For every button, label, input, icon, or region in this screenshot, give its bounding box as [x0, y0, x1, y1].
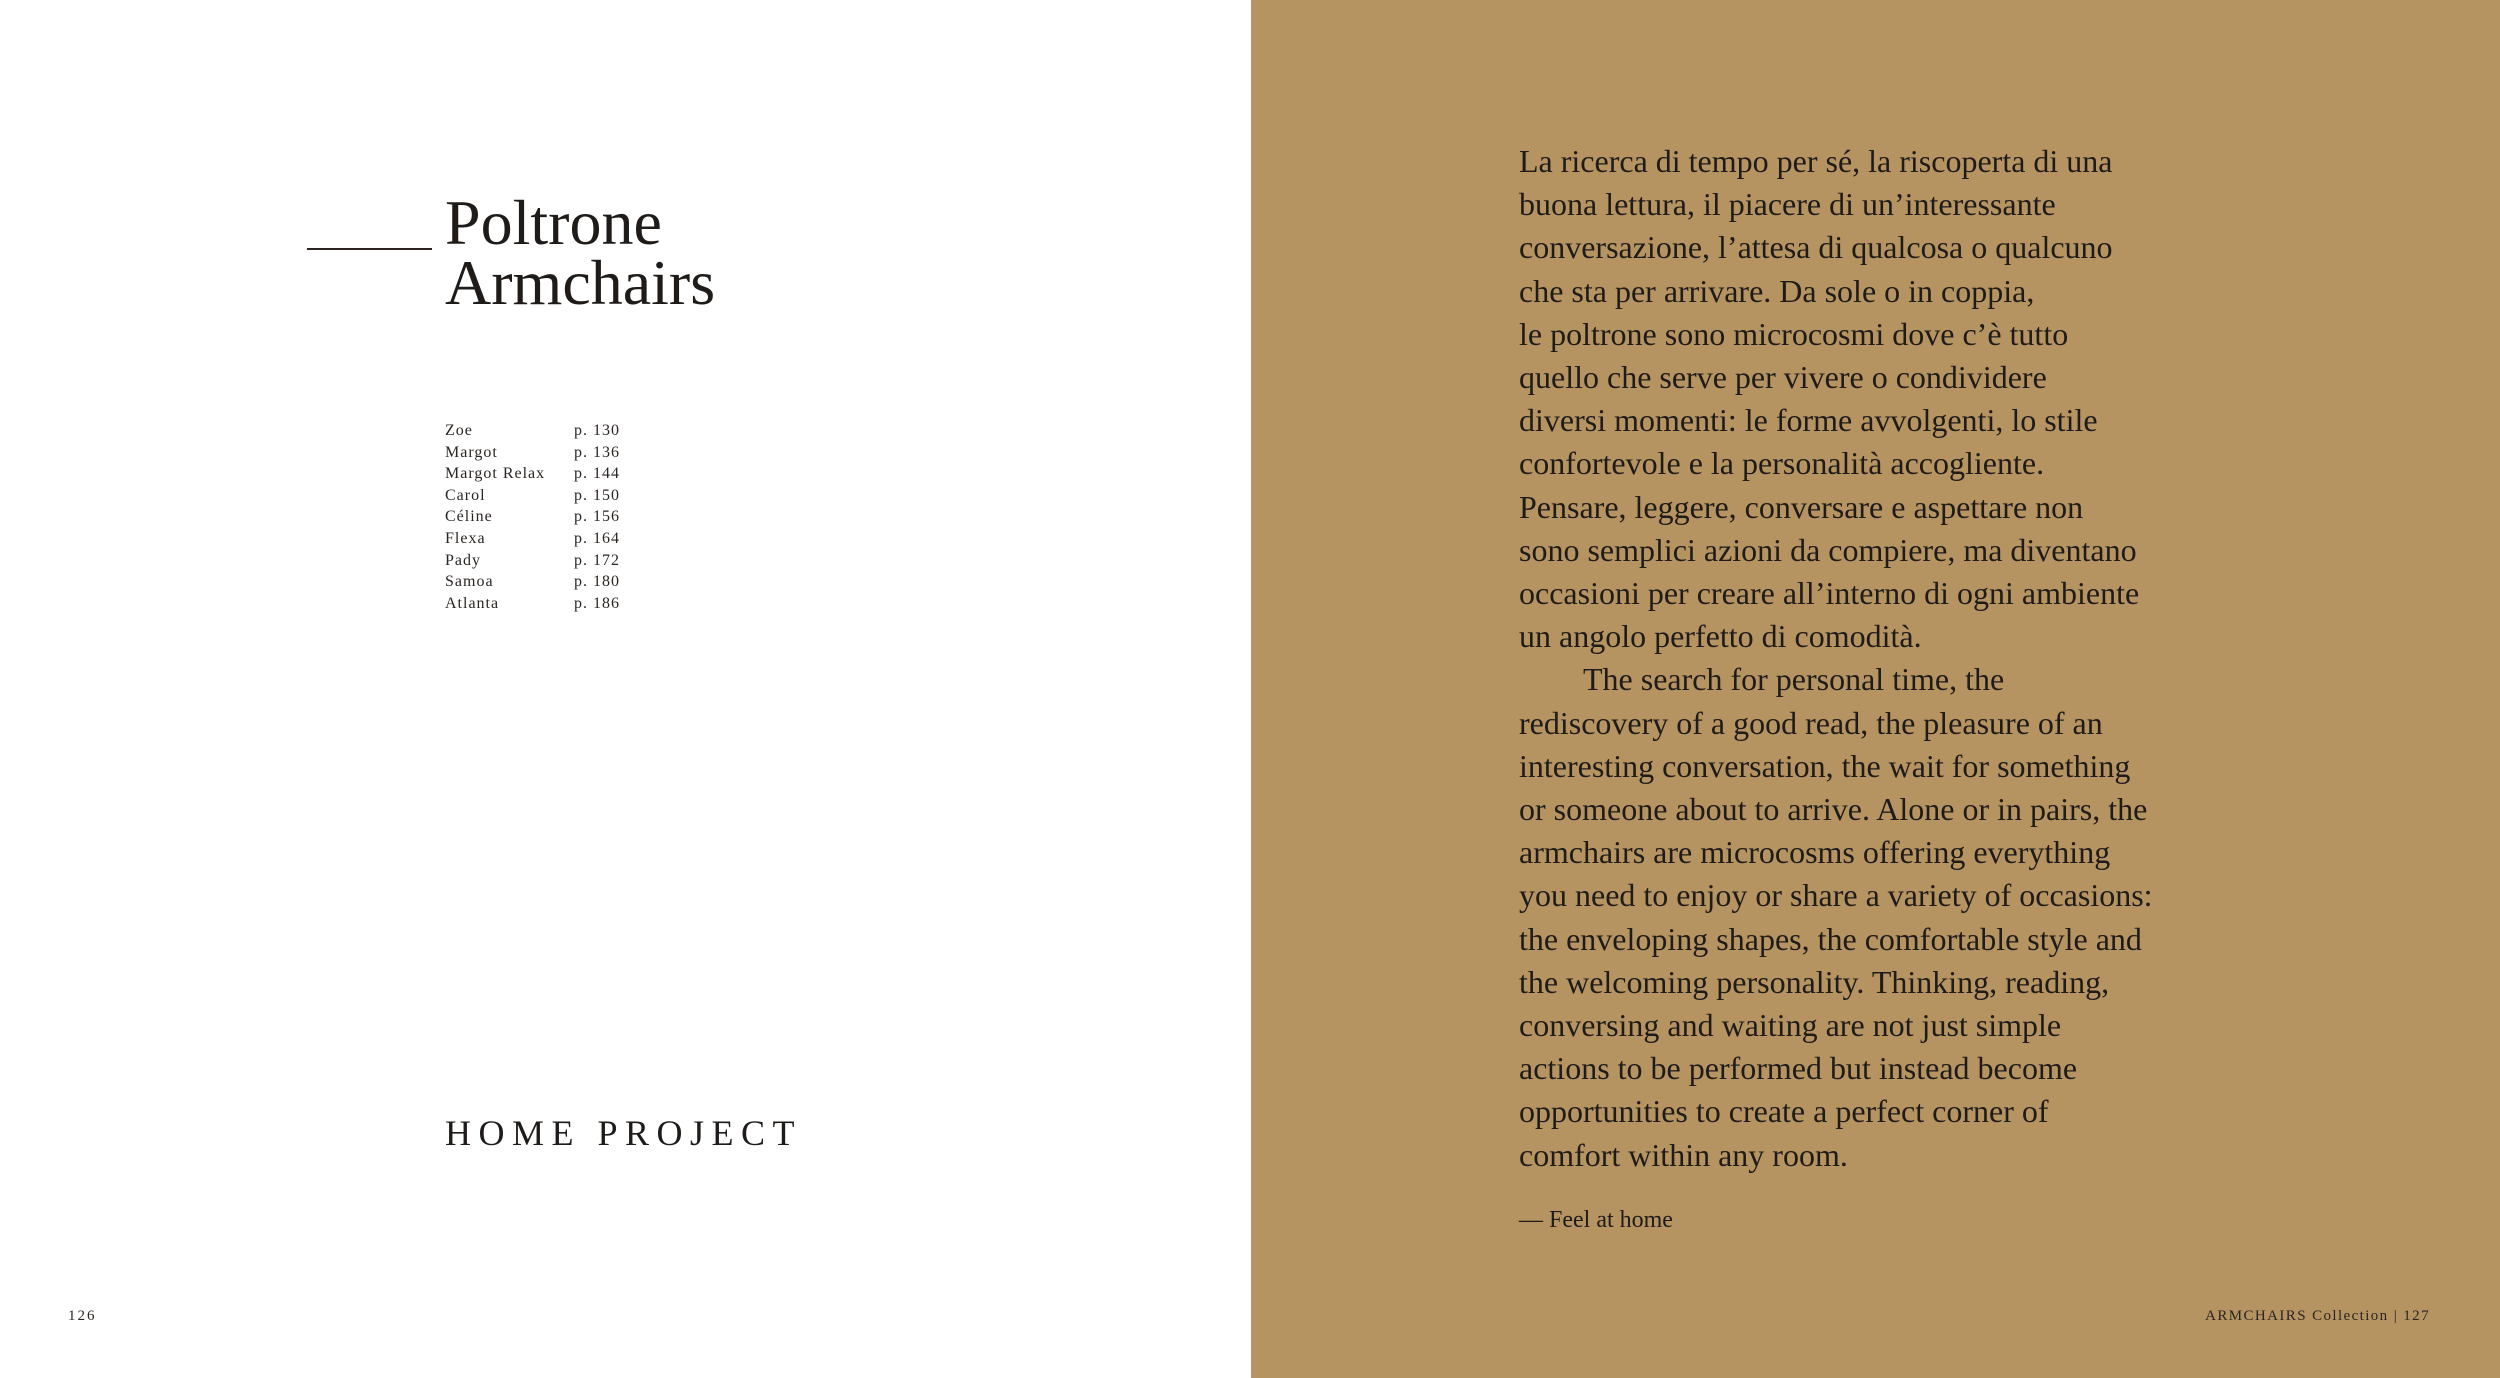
- toc-product-name: Atlanta: [445, 594, 500, 612]
- toc-entry: [445, 550, 654, 572]
- toc-entry: [445, 571, 654, 593]
- toc-entry: [445, 420, 654, 442]
- text-line: diversi momenti: le forme avvolgenti, lo stile: [1519, 402, 2098, 439]
- title-rule: [307, 248, 432, 250]
- toc-product-name: Céline: [445, 508, 493, 526]
- toc-entry: [445, 485, 654, 507]
- text-line: confortevole e la personalità accogliente.: [1519, 445, 2045, 482]
- text-line: opportunities to create a perfect corner of: [1519, 1093, 2049, 1130]
- toc-page-number: p. 130: [574, 422, 620, 439]
- toc-entry: [445, 506, 654, 528]
- text-line: the welcoming personality. Thinking, reading,: [1519, 963, 2110, 1000]
- toc-page-number: p. 150: [574, 486, 620, 504]
- text-line: conversing and waiting are not just simple: [1519, 1007, 2062, 1044]
- toc-entry: [445, 442, 654, 464]
- section-title-italian: Poltrone: [445, 187, 662, 258]
- text-line: The search for personal time, the: [1583, 661, 2005, 698]
- toc-page-number: p. 156: [574, 508, 620, 526]
- table-of-contents: [445, 420, 654, 614]
- section-title: [445, 187, 716, 318]
- toc-product-name: Flexa: [445, 529, 486, 547]
- text-line: the enveloping shapes, the comfortable style and: [1519, 920, 2142, 957]
- text-line: sono semplici azioni da compiere, ma diventano: [1519, 531, 2137, 568]
- text-line: actions to be performed but instead become: [1519, 1050, 2078, 1087]
- text-line: quello che serve per vivere o condividere: [1519, 359, 2047, 396]
- text-line: le poltrone sono microcosmi dove c’è tutto: [1519, 315, 2069, 352]
- section-title-english: Armchairs: [445, 247, 716, 318]
- toc-page-number: p. 144: [574, 465, 620, 483]
- text-line: armchairs are microcosms offering everything: [1519, 834, 2111, 871]
- toc-entry: [445, 593, 654, 615]
- text-line: or someone about to arrive. Alone or in pairs, the: [1519, 791, 2148, 828]
- toc-page-number: p. 186: [574, 594, 620, 612]
- text-line: che sta per arrivare. Da sole o in coppia,: [1519, 272, 2035, 309]
- text-line: occasioni per creare all’interno di ogni ambiente: [1519, 575, 2140, 612]
- right-page-footer: ARMCHAIRS Collection | 127: [2205, 1308, 2430, 1324]
- left-page-number: 126: [68, 1308, 97, 1324]
- tagline: — Feel at home: [1519, 1207, 1673, 1233]
- intro-text: [1519, 140, 2279, 1177]
- intro-paragraph-italian: [1519, 140, 2279, 658]
- toc-product-name: Zoe: [445, 422, 473, 439]
- intro-paragraph-english: [1519, 658, 2279, 1176]
- toc-page-number: p. 136: [574, 443, 620, 461]
- text-line: La ricerca di tempo per sé, la riscoperta di una: [1519, 143, 2113, 179]
- text-line: comfort within any room.: [1519, 1136, 1848, 1173]
- toc-entry: [445, 528, 654, 550]
- toc-product-name: Pady: [445, 551, 481, 569]
- toc-page-number: p. 172: [574, 551, 620, 569]
- toc-product-name: Margot Relax: [445, 465, 546, 483]
- toc-product-name: Margot: [445, 443, 498, 461]
- text-line: Pensare, leggere, conversare e aspettare non: [1519, 488, 2084, 525]
- toc-product-name: Carol: [445, 486, 486, 504]
- text-line: buona lettura, il piacere di un’interessante: [1519, 186, 2056, 223]
- toc-page-number: p. 164: [574, 529, 620, 547]
- text-line: un angolo perfetto di comodità.: [1519, 618, 1922, 655]
- text-line: conversazione, l’attesa di qualcosa o qualcuno: [1519, 229, 2113, 266]
- text-line: rediscovery of a good read, the pleasure of an: [1519, 704, 2103, 741]
- brand-wordmark: HOME PROJECT: [445, 1113, 803, 1153]
- toc-entry: [445, 463, 654, 485]
- toc-page-number: p. 180: [574, 573, 620, 591]
- toc-product-name: Samoa: [445, 573, 494, 591]
- text-line: interesting conversation, the wait for something: [1519, 747, 2131, 784]
- text-line: you need to enjoy or share a variety of occasions:: [1519, 877, 2153, 914]
